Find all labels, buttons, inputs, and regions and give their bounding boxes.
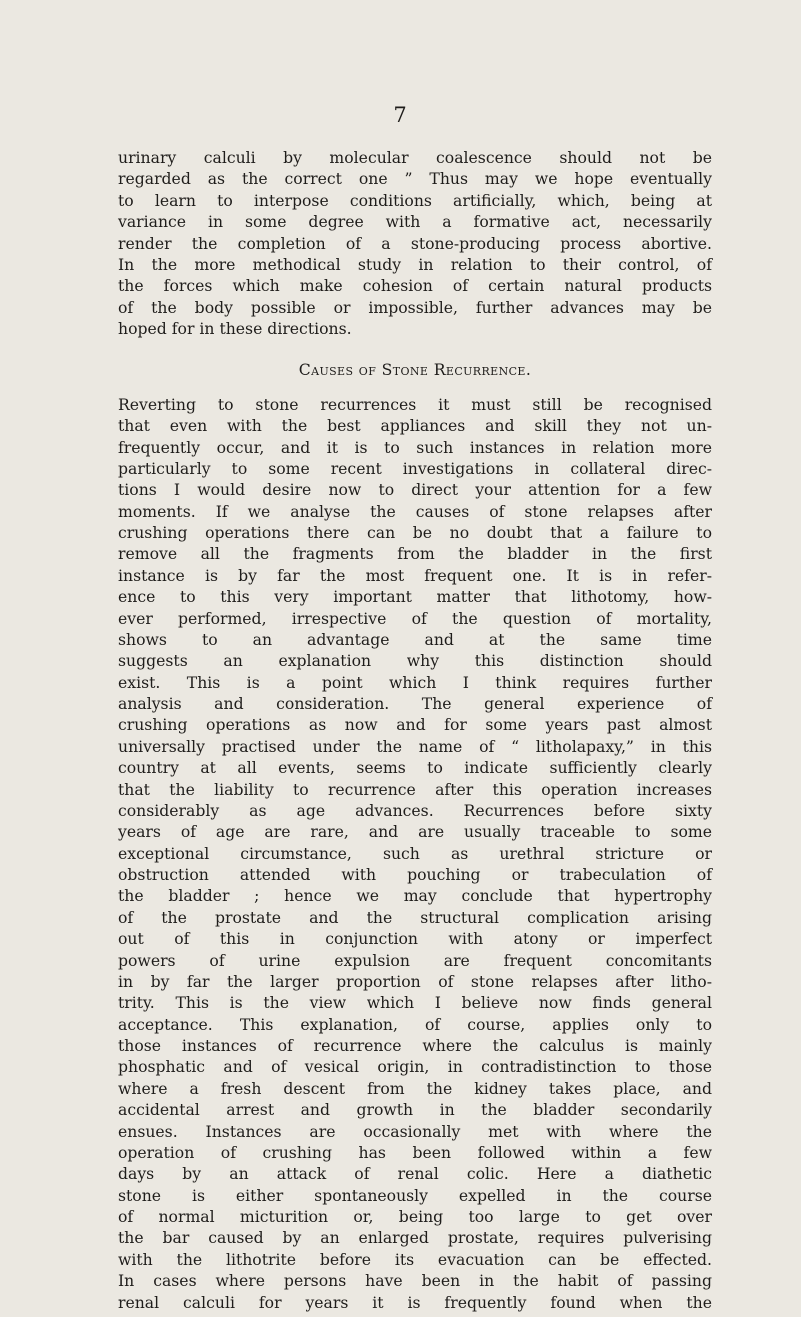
text-line: hoped for in these directions.	[118, 319, 352, 338]
text-line: ence to this very important matter that lithotomy, how-	[118, 587, 712, 607]
text-line: renal calculi for years it is frequently found when the	[118, 1292, 712, 1312]
text-line: moments. If we analyse the causes of stone relapses after	[118, 501, 712, 521]
text-line: exceptional circumstance, such as urethral stricture or	[118, 843, 712, 863]
text-line: tions I would desire now to direct your attention for a few	[118, 480, 712, 500]
text-line: particularly to some recent investigations in collateral direc-	[118, 458, 712, 478]
text-line: In the more methodical study in relation to their control, of	[118, 254, 712, 274]
text-line: urinary calculi by molecular coalescence should not be	[118, 148, 712, 167]
text-line: of normal micturition or, being too large to get over	[118, 1207, 712, 1226]
text-line: instance is by far the most frequent one. It is in refer-	[118, 565, 712, 585]
text-line: the bladder ; hence we may conclude that hypertrophy	[118, 886, 712, 906]
text-line: where a fresh descent from the kidney takes place, and	[118, 1078, 712, 1098]
text-line: of the prostate and the structural complication arising	[118, 907, 712, 927]
text-line: universally practised under the name of “ litholapaxy,” in this	[118, 736, 712, 756]
text-line: obstruction attended with pouching or trabeculation of	[118, 865, 712, 884]
body-text	[118, 147, 712, 1313]
text-line: remove all the fragments from the bladder in the first	[118, 544, 712, 564]
text-line: considerably as age advances. Recurrences before sixty	[118, 800, 712, 820]
text-line: variance in some degree with a formative act, necessarily	[118, 212, 712, 232]
text-line: powers of urine expulsion are frequent concomitants	[118, 950, 712, 970]
text-line: shows to an advantage and at the same time	[118, 629, 712, 649]
text-line: trity. This is the view which I believe now finds general	[118, 993, 712, 1013]
text-line: that even with the best appliances and skill they not un-	[118, 416, 712, 436]
text-line: exist. This is a point which I think requires further	[118, 672, 712, 692]
text-line: regarded as the correct one ” Thus may we hope eventually	[118, 169, 712, 189]
text-line: stone is either spontaneously expelled in the course	[118, 1185, 712, 1205]
text-line: out of this in conjunction with atony or imperfect	[118, 929, 712, 949]
text-line: ever performed, irrespective of the question of mortality,	[118, 608, 712, 628]
text-line: operation of crushing has been followed within a few	[118, 1142, 712, 1162]
text-line: years of age are rare, and are usually traceable to some	[118, 822, 712, 842]
text-line: suggests an explanation why this distinction should	[118, 651, 712, 671]
text-line: In cases where persons have been in the habit of passing	[118, 1271, 712, 1291]
text-line: crushing operations there can be no doubt that a failure to	[118, 523, 712, 542]
text-line: crushing operations as now and for some years past almost	[118, 715, 712, 735]
text-line: accidental arrest and growth in the bladder secondarily	[118, 1100, 712, 1120]
text-line: country at all events, seems to indicate sufficiently clearly	[118, 758, 712, 778]
paragraph-1	[118, 147, 712, 339]
paragraph-2	[118, 394, 712, 1313]
text-line: the bar caused by an enlarged prostate, requires pulverising	[118, 1228, 712, 1248]
text-line: those instances of recurrence where the calculus is mainly	[118, 1036, 712, 1055]
text-line: that the liability to recurrence after this operation increases	[118, 779, 712, 799]
text-line: days by an attack of renal colic. Here a diathetic	[118, 1164, 712, 1184]
text-line: analysis and consideration. The general experience of	[118, 694, 712, 713]
text-line: render the completion of a stone-producing process abortive.	[118, 233, 712, 253]
section-heading: Causes of Stone Recurrence.	[298, 360, 532, 380]
text-line: frequently occur, and it is to such instances in relation more	[118, 437, 712, 457]
text-line: phosphatic and of vesical origin, in contradistinction to those	[118, 1057, 712, 1077]
text-line: acceptance. This explanation, of course, applies only to	[118, 1014, 712, 1034]
text-line: the forces which make cohesion of certain natural products	[118, 276, 712, 296]
text-line: with the lithotrite before its evacuation can be effected.	[118, 1249, 712, 1269]
text-line: of the body possible or impossible, further advances may be	[118, 297, 712, 317]
text-line: in by far the larger proportion of stone relapses after litho-	[118, 971, 712, 991]
text-line: Reverting to stone recurrences it must still be recognised	[118, 394, 712, 414]
page-number: 7	[393, 103, 407, 127]
text-line: ensues. Instances are occasionally met with where the	[118, 1121, 712, 1141]
text-line: to learn to interpose conditions artificially, which, being at	[118, 190, 712, 210]
